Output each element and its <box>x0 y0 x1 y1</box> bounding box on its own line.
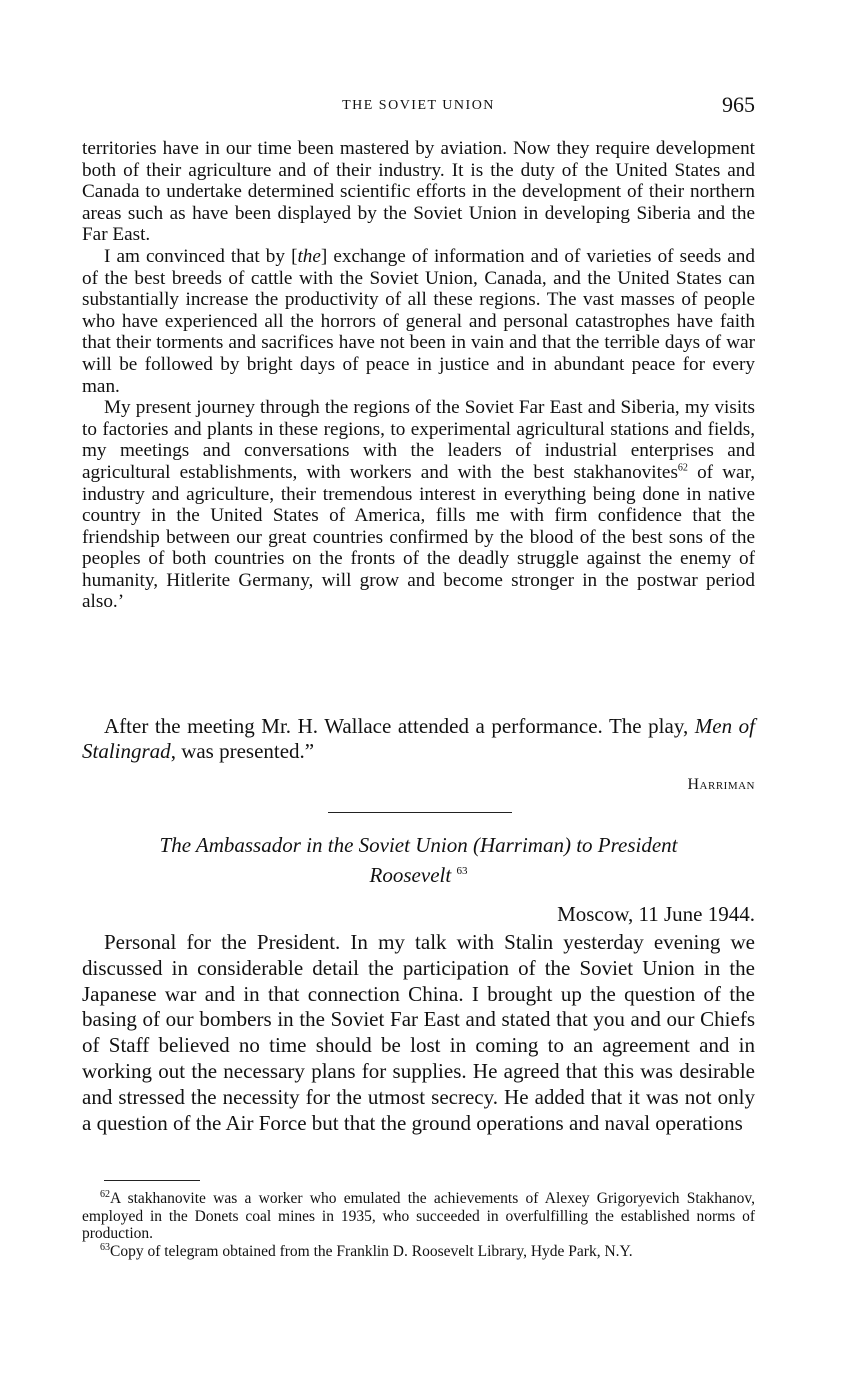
section-divider <box>328 812 512 813</box>
paragraph-text: I am convinced that by [ <box>104 245 298 267</box>
telegram-body <box>82 930 755 1136</box>
page-number: 965 <box>722 92 755 117</box>
document-heading <box>82 832 755 888</box>
footnote-reference: 63 <box>456 865 468 877</box>
editorial-insertion: the <box>297 245 321 267</box>
footnote-divider <box>104 1180 200 1181</box>
heading-line-2 <box>82 858 755 888</box>
paragraph-performance <box>82 714 755 764</box>
signature: Harriman <box>687 776 755 793</box>
footnote-mark: 62 <box>100 1188 110 1200</box>
play-title: Men of Stalingrad <box>82 714 755 763</box>
running-title: THE SOVIET UNION <box>342 98 495 113</box>
paragraph-exchange <box>82 246 755 397</box>
quoted-message-body <box>82 138 755 613</box>
paragraph-text: My present journey through the regions of the Soviet Far East and Siberia, my visits to factories and plants in these regions, to experimental agricultural stations and fields, my meetings and conversations with the leaders of industrial enterprises and agricultural establishments, with workers and with the best stakhanovites <box>82 397 755 483</box>
running-head <box>82 92 755 122</box>
paragraph-text: After the meeting Mr. H. Wallace attended a performance. The play, <box>104 714 695 738</box>
heading-name: Roosevelt <box>369 863 452 887</box>
telegram-paragraph: Personal for the President. In my talk with Stalin yesterday evening we discussed in considerable detail the participation of the Soviet Union in the Japanese war and in that connection China. I brought up the question of the basing of our bombers in the Soviet Far East and stated that you and our Chiefs of Staff believed no time should be lost in coming to an agreement and in working out the necessary plans for supplies. He agreed that this was desirable and stressed the necessity for the utmost secrecy. He added that it was not only a question of the Air Force but that the ground operations and naval operations <box>82 930 755 1135</box>
footnotes <box>82 1190 755 1260</box>
paragraph-continued: territories have in our time been mastered by aviation. Now they require development both of their agriculture and of their industry. It is the duty of the United States and Canada to undertake determined scientific efforts in the development of their northern areas such as have been displayed by the Soviet Union in developing Siberia and the Far East. <box>82 138 755 246</box>
footnote <box>82 1243 755 1261</box>
paragraph-text: ] exchange of information and of varieties of seeds and of the best breeds of cattle with the Soviet Union, Canada, and the United States can substantially increase the productivity of all these regions. The vast masses of people who have experienced all the horrors of general and personal catastrophes have faith that their torments and sacrifices have not been in vain and that the terrible days of war will be followed by bright days of peace in justice and in abundant peace for every man. <box>82 245 755 397</box>
paragraph-text: , was presented.” <box>170 739 315 763</box>
footnote-mark: 63 <box>100 1241 110 1253</box>
footnote <box>82 1190 755 1243</box>
footnote-text: Copy of telegram obtained from the Franklin D. Roosevelt Library, Hyde Park, N.Y. <box>110 1242 633 1260</box>
paragraph-text: of war, industry and agriculture, their tremendous interest in everything being done in native country in the United States of America, fills me with firm confidence that the friendship between our great countries confirmed by the blood of the best sons of the peoples of both countries on the fronts of the deadly struggle against the enemy of humanity, Hitlerite Germany, will grow and become stronger in the postwar period also.’ <box>82 461 755 613</box>
footnote-reference: 62 <box>677 462 688 474</box>
dateline: Moscow, 11 June 1944. <box>557 902 755 926</box>
paragraph-journey <box>82 397 755 613</box>
heading-line: The Ambassador in the Soviet Union (Harriman) to President <box>159 833 678 857</box>
paragraph-performance-text <box>82 714 755 764</box>
footnote-text: A stakhanovite was a worker who emulated the achievements of Alexey Grigoryevich Stakhanov, employed in the Donets coal mines in 1935, who succeeded in overfulfilling the established norms of production. <box>82 1190 755 1243</box>
